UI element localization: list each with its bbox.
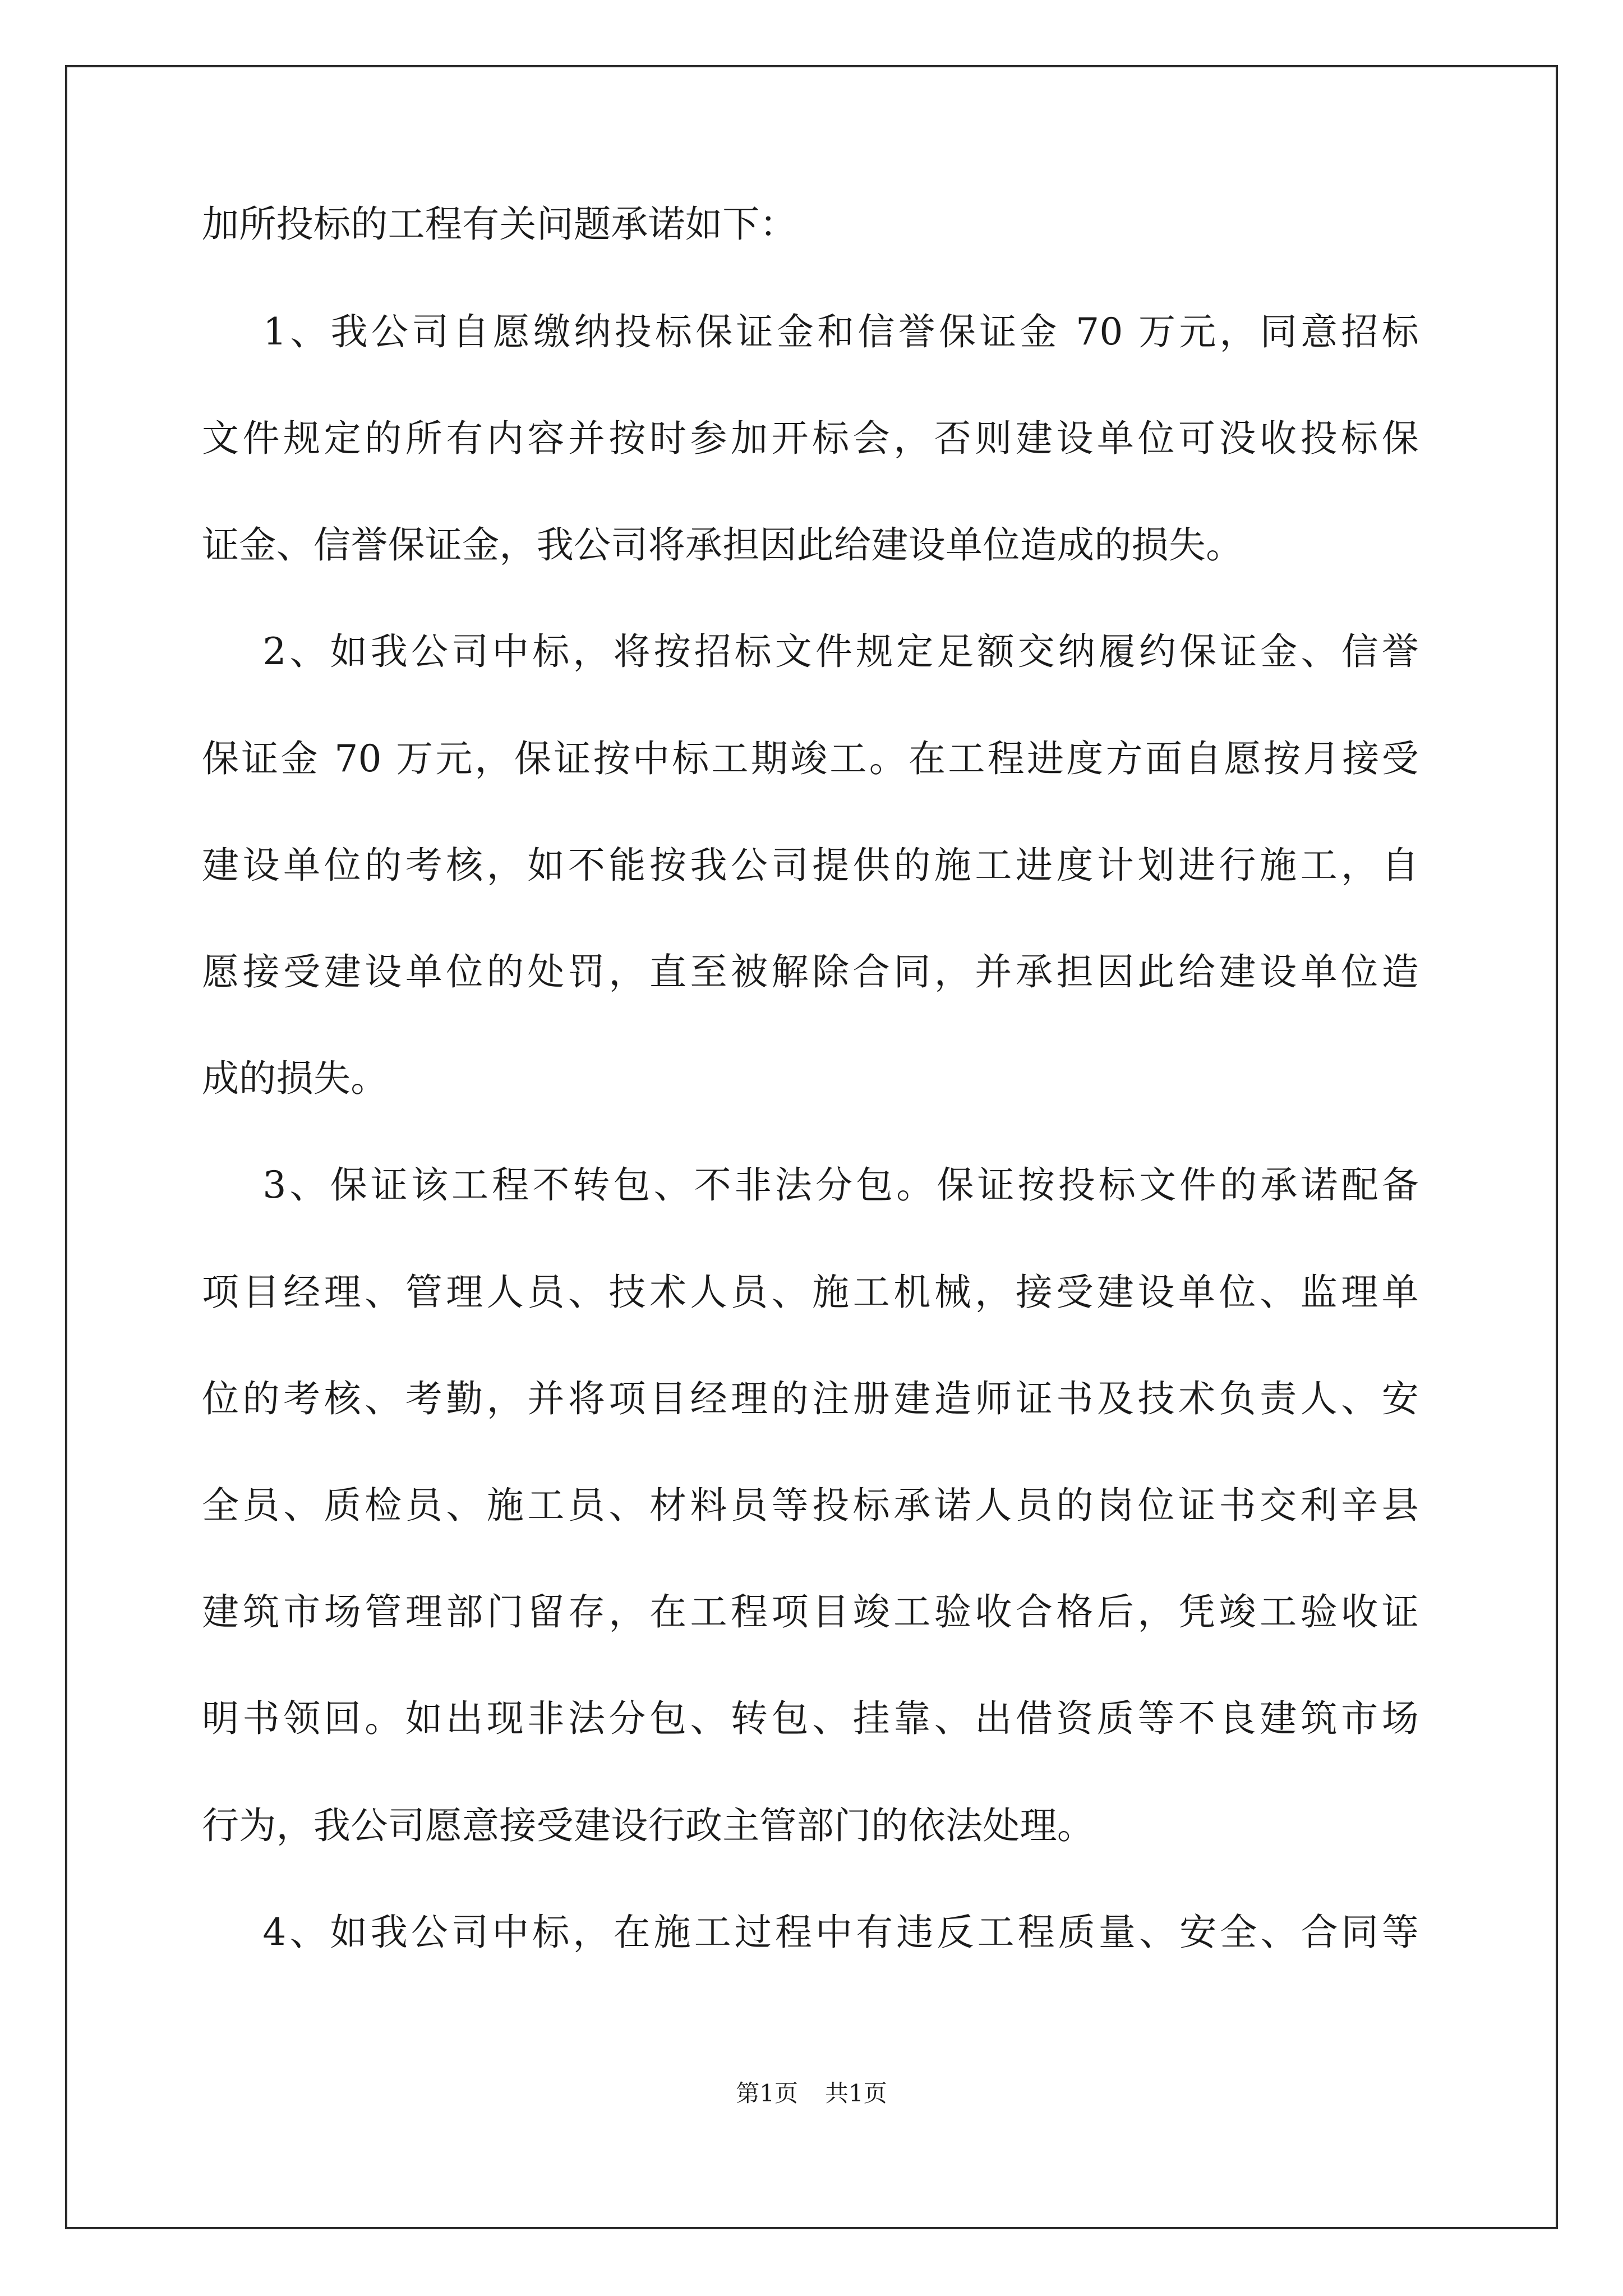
text-line: 建筑市场管理部门留存，在工程项目竣工验收合格后，凭竣工验收证 [202, 1590, 1419, 1634]
page-border [65, 65, 1558, 2229]
text-line: 4、如我公司中标，在施工过程中有违反工程质量、安全、合同等 [202, 1911, 1419, 1954]
text-line: 1、我公司自愿缴纳投标保证金和信誉保证金 70 万元，同意招标 [202, 310, 1419, 353]
text-line: 位的考核、考勤，并将项目经理的注册建造师证书及技术负责人、安 [202, 1377, 1419, 1420]
page-footer [0, 2079, 1623, 2108]
text-line: 加所投标的工程有关问题承诺如下： [202, 203, 797, 246]
text-line: 愿接受建设单位的处罚，直至被解除合同，并承担因此给建设单位造 [202, 950, 1419, 993]
text-line: 2、如我公司中标，将按招标文件规定足额交纳履约保证金、信誉 [202, 630, 1419, 673]
page-total: 共1页 [825, 2079, 887, 2107]
text-line: 项目经理、管理人员、技术人员、施工机械，接受建设单位、监理单 [202, 1271, 1419, 1314]
text-line: 建设单位的考核，如不能按我公司提供的施工进度计划进行施工，自 [202, 844, 1419, 887]
text-line: 全员、质检员、施工员、材料员等投标承诺人员的岗位证书交利辛县 [202, 1484, 1419, 1527]
text-line: 行为，我公司愿意接受建设行政主管部门的依法处理。 [202, 1804, 1095, 1847]
page-number: 第1页 [736, 2079, 798, 2107]
text-line: 文件规定的所有内容并按时参加开标会，否则建设单位可没收投标保 [202, 417, 1419, 460]
text-line: 证金、信誉保证金，我公司将承担因此给建设单位造成的损失。 [202, 523, 1243, 567]
text-line: 明书领回。如出现非法分包、转包、挂靠、出借资质等不良建筑市场 [202, 1697, 1419, 1740]
text-line: 保证金 70 万元，保证按中标工期竣工。在工程进度方面自愿按月接受 [202, 737, 1419, 780]
text-line: 成的损失。 [202, 1057, 388, 1100]
text-line: 3、保证该工程不转包、不非法分包。保证按投标文件的承诺配备 [202, 1163, 1419, 1207]
